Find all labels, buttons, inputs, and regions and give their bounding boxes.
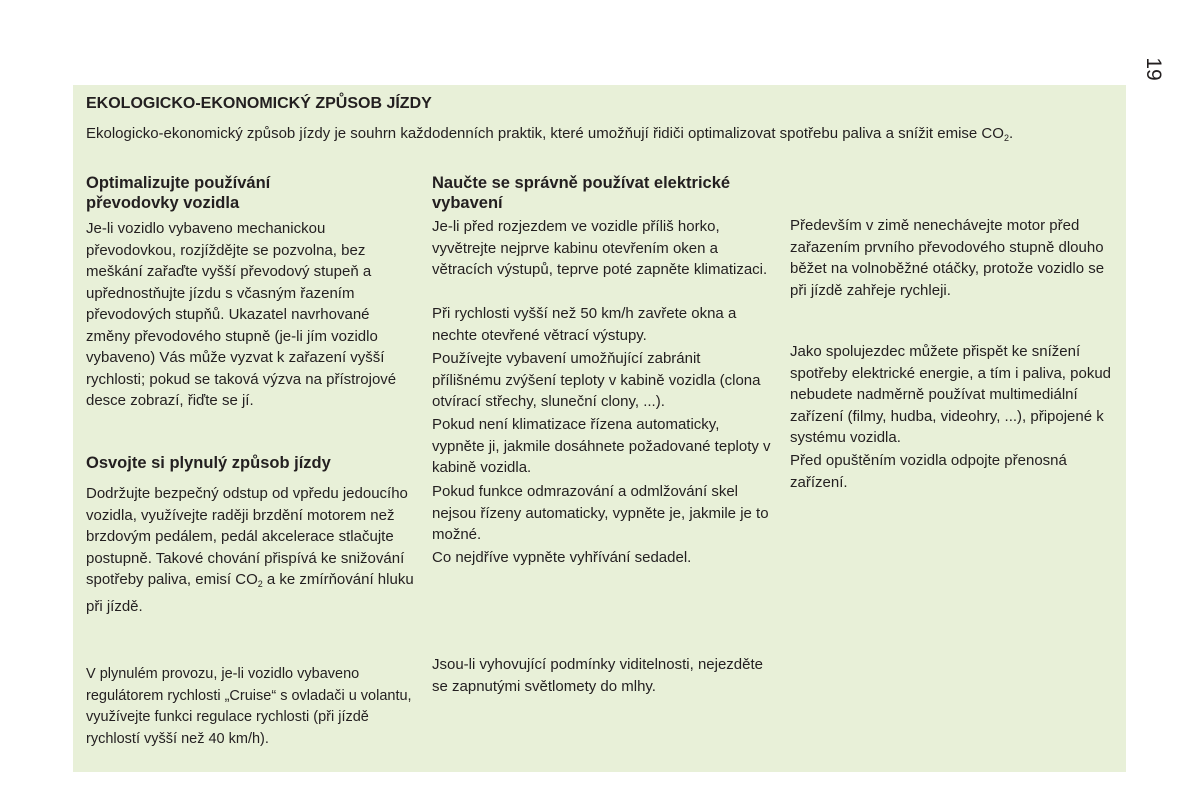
paragraph-windows: Při rychlosti vyšší než 50 km/h zavřete okna a nechte otevřené větrací výstupy. — [432, 305, 737, 344]
smooth-driving-subscript: 2 — [257, 579, 263, 589]
section-title: EKOLOGICKO-EKONOMICKÝ ZPŮSOB JÍZDY — [86, 95, 432, 112]
intro-text: Ekologicko-ekonomický způsob jízdy je souhrn každodenních praktik, které umožňují řidiči optimalizovat spotřebu paliva a snížit emise CO — [86, 125, 1004, 142]
page-number: 19 — [1142, 57, 1165, 81]
eco-driving-panel — [73, 85, 1126, 772]
paragraph-ventilation: Je-li před rozjezdem ve vozidle příliš horko, vyvětrejte nejprve kabinu otevřením oken a větracích výstupů, teprve poté zapněte klimatizaci. — [432, 218, 768, 278]
paragraph-heated-seats: Co nejdříve vypněte vyhřívání sedadel. — [432, 549, 692, 566]
paragraph-passenger: Jako spolujezdec můžete přispět ke snížení spotřeby elektrické energie, a tím i paliva, pokud nebudete nadměrně používat multimediální zařízení (filmy, hudba, videohry, ...), připojené k systému vozidla. — [790, 343, 1111, 446]
intro-end: . — [1008, 125, 1014, 142]
heading-electrical-equipment: Naučte se správně používat elektrické vybavení — [432, 174, 731, 212]
smooth-driving-text-end: a ke zmírňování hluku při jízdě. — [86, 571, 414, 615]
paragraph-air-conditioning: Pokud není klimatizace řízena automaticky, vypněte ji, jakmile dosáhnete požadované teploty v kabině vozidla. — [432, 416, 771, 476]
heading-gearbox: Optimalizujte používání převodovky vozidla — [86, 174, 271, 212]
paragraph-fog-lights: Jsou-li vyhovující podmínky viditelnosti, nejezděte se zapnutými světlomety do mlhy. — [432, 656, 763, 695]
paragraph-cruise-control: V plynulém provozu, je-li vozidlo vybaveno regulátorem rychlosti „Cruise“ s ovladači u volantu, využívejte funkci regulace rychlosti (při jízdě rychlostí vyšší než 40 km/h). — [86, 666, 412, 747]
paragraph-idling: Především v zimě nenechávejte motor před zařazením prvního převodového stupně dlouho běžet na volnoběžné otáčky, protože vozidlo se při jízdě zahřeje rychleji. — [790, 217, 1105, 299]
section-intro — [86, 123, 1086, 149]
paragraph-sun-blinds: Používejte vybavení umožňující zabránit přílišnému zvýšení teploty v kabině vozidla (clona otvírací střechy, sluneční clony, ...). — [432, 350, 761, 410]
paragraph-smooth-driving — [86, 483, 416, 617]
paragraph-gearbox: Je-li vozidlo vybaveno mechanickou převodovkou, rozjíždějte se pozvolna, bez meškání zařaďte vyšší převodový stupeň a upřednostňujte jízdu s včasným řazením převodových stupňů. Ukazatel navrhované změny převodového stupně (je-li jím vozidlo vybaveno) Vás může vyzvat k zařazení vyšší rychlosti; pokud se taková výzva na přístrojové desce zobrazí, řiďte se jí. — [86, 220, 397, 409]
intro-subscript: 2 — [1003, 133, 1009, 143]
paragraph-portable-devices: Před opuštěním vozidla odpojte přenosná zařízení. — [790, 452, 1067, 491]
heading-smooth-driving: Osvojte si plynulý způsob jízdy — [86, 454, 331, 472]
paragraph-defrosting: Pokud funkce odmrazování a odmlžování skel nejsou řízeny automaticky, vypněte je, jakmile je to možné. — [432, 483, 769, 543]
smooth-driving-text: Dodržujte bezpečný odstup od vpředu jedoucího vozidla, využívejte raději brzdění motorem než brzdovým pedálem, pedál akcelerace stlačujte postupně. Takové chování přispívá ke snižování spotřeby paliva, emisí CO — [86, 485, 408, 588]
